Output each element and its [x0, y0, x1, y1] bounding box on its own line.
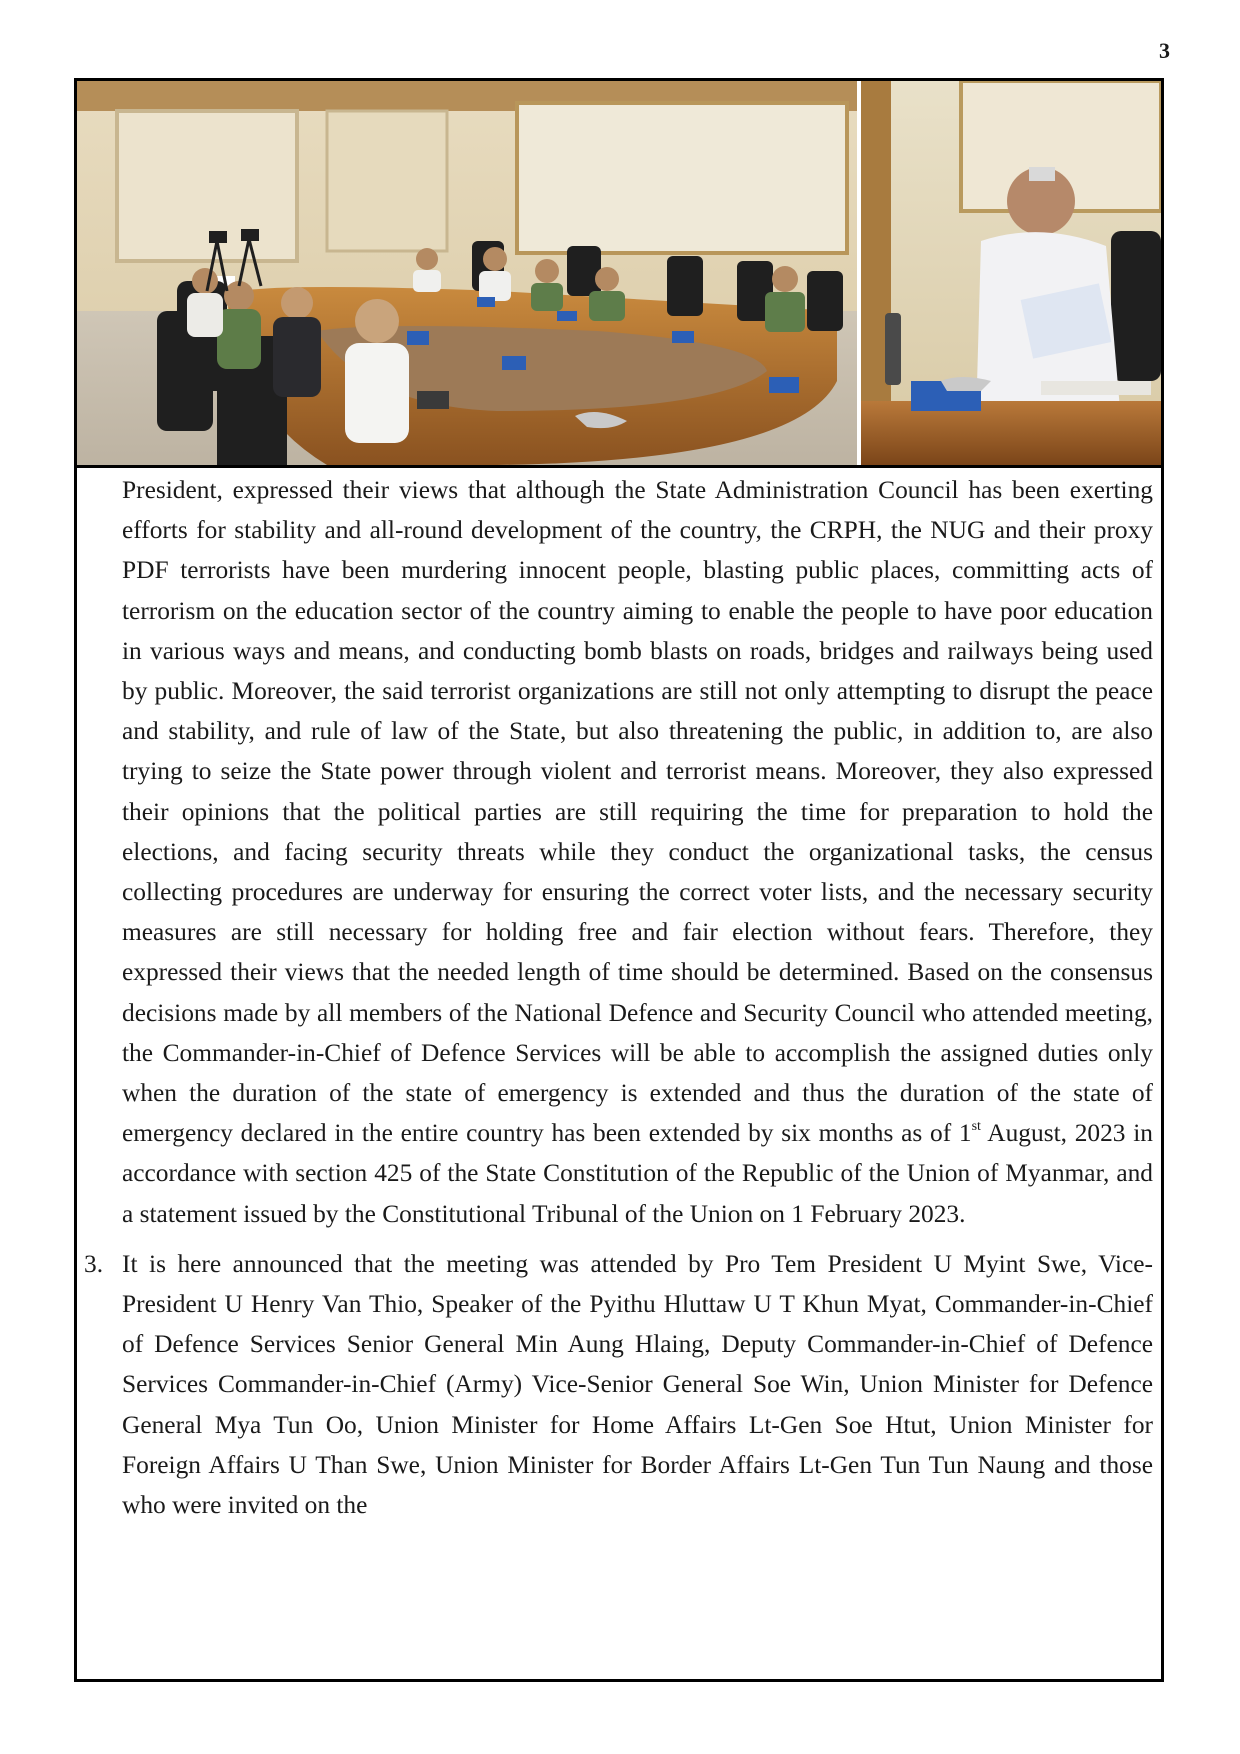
meeting-room-photo [77, 81, 861, 465]
paragraph-number: 3. [84, 1249, 104, 1278]
paragraph-3 [84, 1244, 1153, 1525]
paragraph-continued [122, 470, 1153, 1234]
speaker-photo [861, 81, 1161, 465]
page-number: 3 [1159, 38, 1170, 63]
body-text [77, 468, 1161, 1525]
photo-strip [77, 81, 1161, 468]
paragraph-3-text: It is here announced that the meeting was attended by Pro Tem President U Myint Swe, Vice-President U Henry Van Thio, Speaker of the Pyithu Hluttaw U T Khun Myat, Commander-in-Chief of Defence Services Senior General Min Aung Hlaing, Deputy Commander-in-Chief of Defence Services Commander-in-Chief (Army) Vice-Senior General Soe Win, Union Minister for Defence General Mya Tun Oo, Union Minister for Home Affairs Lt-Gen Soe Htut, Union Minister for Foreign Affairs U Than Swe, Union Minister for Border Affairs Lt-Gen Tun Tun Naung and those who were invited on the [122, 1249, 1153, 1520]
content-frame [74, 78, 1164, 1682]
paragraph-continued-text-end: August, 2023 in accordance with section 425 of the State Constitution of the Republic of the Union of Myanmar, and a statement issued by the Constitutional Tribunal of the Union on 1 February 2023. [122, 1119, 1153, 1228]
paragraph-continued-text: President, expressed their views that although the State Administration Council has been exerting efforts for stability and all-round development of the country, the CRPH, the NUG and their proxy PDF terrorists have been murdering innocent people, blasting public places, committing acts of terrorism on the education sector of the country aiming to enable the people to have poor education in various ways and means, and conducting bomb blasts on roads, bridges and railways being used by public. Moreover, the said terrorist organizations are still not only attempting to disrupt the peace and stability, and rule of law of the State, but also threatening the public, in addition to, are also trying to seize the State power through violent and terrorist means. Moreover, they also expressed their opinions that the political parties are still requiring the time for preparation to hold the elections, and facing security threats while they conduct the organizational tasks, the census collecting procedures are underway for ensuring the correct voter lists, and the necessary security measures are still necessary for holding free and fair election without fears. Therefore, they expressed their views that the needed length of time should be determined. Based on the consensus decisions made by all members of the National Defence and Security Council who attended meeting, the Commander-in-Chief of Defence Services will be able to accomplish the assigned duties only when the duration of the state of emergency is extended and thus the duration of the state of emergency declared in the entire country has been extended by six months as of 1 [122, 476, 1153, 1148]
ordinal-suffix: st [971, 1118, 981, 1134]
